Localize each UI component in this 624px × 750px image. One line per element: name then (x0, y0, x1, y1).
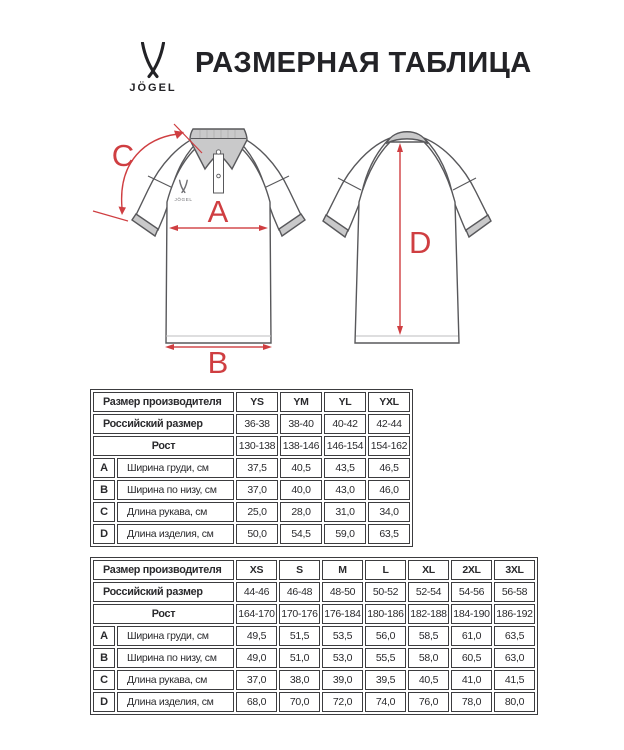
measure-value-cell: 63,0 (494, 648, 535, 668)
measure-value-cell: 37,5 (236, 458, 278, 478)
header-row-label: Российский размер (93, 582, 234, 602)
measurement-row (93, 692, 535, 712)
size-code-cell: YS (236, 392, 278, 412)
measure-value-cell: 34,0 (368, 502, 410, 522)
range-cell: 154-162 (368, 436, 410, 456)
measurement-row (93, 670, 535, 690)
measure-b-label: B (207, 345, 229, 375)
measure-value-cell: 43,5 (324, 458, 366, 478)
header-row-label: Размер производителя (93, 560, 234, 580)
measure-key-cell: A (93, 458, 115, 478)
measure-value-cell: 60,5 (451, 648, 492, 668)
measure-value-cell: 41,5 (494, 670, 535, 690)
header-row-label: Размер производителя (93, 392, 234, 412)
size-table-grid (90, 557, 538, 715)
measure-value-cell: 74,0 (365, 692, 406, 712)
measure-value-cell: 61,0 (451, 626, 492, 646)
measure-value-cell: 50,0 (236, 524, 278, 544)
size-code-cell: S (279, 560, 320, 580)
measure-key-cell: B (93, 648, 115, 668)
measure-value-cell: 39,5 (365, 670, 406, 690)
range-cell: 146-154 (324, 436, 366, 456)
measure-key-cell: B (93, 480, 115, 500)
measure-key-cell: C (93, 670, 115, 690)
range-cell: 184-190 (451, 604, 492, 624)
measure-value-cell: 54,5 (280, 524, 322, 544)
size-code-cell: XL (408, 560, 449, 580)
measurement-row (93, 480, 410, 500)
range-cell: 36-38 (236, 414, 278, 434)
measure-value-cell: 43,0 (324, 480, 366, 500)
measure-value-cell: 56,0 (365, 626, 406, 646)
measure-value-cell: 78,0 (451, 692, 492, 712)
range-cell: 42-44 (368, 414, 410, 434)
measure-value-cell: 53,5 (322, 626, 363, 646)
measure-value-cell: 58,0 (408, 648, 449, 668)
measurement-row (93, 458, 410, 478)
measure-key-cell: D (93, 524, 115, 544)
range-cell: 50-52 (365, 582, 406, 602)
measure-key-cell: C (93, 502, 115, 522)
range-cell: 54-56 (451, 582, 492, 602)
measurement-row (93, 648, 535, 668)
jogel-brand-text: JÖGEL (129, 82, 177, 94)
range-cell: 138-146 (280, 436, 322, 456)
measure-value-cell: 63,5 (368, 524, 410, 544)
measure-label-cell: Длина изделия, см (117, 692, 234, 712)
size-table-grid (90, 389, 413, 547)
size-code-cell: YXL (368, 392, 410, 412)
jogel-bird-icon (137, 42, 169, 80)
range-cell: 182-188 (408, 604, 449, 624)
measure-value-cell: 40,5 (280, 458, 322, 478)
range-cell: 164-170 (236, 604, 277, 624)
measure-value-cell: 46,5 (368, 458, 410, 478)
range-cell: 170-176 (279, 604, 320, 624)
header-row (93, 414, 410, 434)
size-code-cell: M (322, 560, 363, 580)
header-row-label: Рост (93, 436, 234, 456)
measure-c-label: C (111, 138, 135, 173)
header-row (93, 392, 410, 412)
measure-value-cell: 31,0 (324, 502, 366, 522)
measure-value-cell: 51,0 (279, 648, 320, 668)
measure-value-cell: 46,0 (368, 480, 410, 500)
size-code-cell: XS (236, 560, 277, 580)
size-code-cell: 3XL (494, 560, 535, 580)
range-cell: 38-40 (280, 414, 322, 434)
measure-value-cell: 51,5 (279, 626, 320, 646)
measure-d-label: D (409, 225, 432, 260)
size-code-cell: 2XL (451, 560, 492, 580)
range-cell: 130-138 (236, 436, 278, 456)
measure-value-cell: 37,0 (236, 480, 278, 500)
range-cell: 44-46 (236, 582, 277, 602)
measure-key-cell: A (93, 626, 115, 646)
jogel-logo (118, 42, 188, 94)
header-row (93, 582, 535, 602)
header-row (93, 436, 410, 456)
size-code-cell: YL (324, 392, 366, 412)
measurement-row (93, 502, 410, 522)
measure-value-cell: 76,0 (408, 692, 449, 712)
polo-diagram-svg (60, 112, 560, 375)
chest-brand-text: JÖGEL (174, 197, 193, 202)
measure-value-cell: 40,5 (408, 670, 449, 690)
range-cell: 46-48 (279, 582, 320, 602)
measure-label-cell: Длина изделия, см (117, 524, 234, 544)
back-shirt (323, 132, 491, 343)
measure-label-cell: Ширина по низу, см (117, 480, 234, 500)
header-row (93, 560, 535, 580)
measure-value-cell: 41,0 (451, 670, 492, 690)
range-cell: 56-58 (494, 582, 535, 602)
measure-value-cell: 63,5 (494, 626, 535, 646)
measure-value-cell: 80,0 (494, 692, 535, 712)
measure-label-cell: Ширина груди, см (117, 626, 234, 646)
measure-value-cell: 59,0 (324, 524, 366, 544)
adult-size-table (90, 557, 538, 715)
measure-key-cell: D (93, 692, 115, 712)
measure-value-cell: 37,0 (236, 670, 277, 690)
range-cell: 186-192 (494, 604, 535, 624)
measurement-row (93, 626, 535, 646)
measure-value-cell: 53,0 (322, 648, 363, 668)
front-shirt (132, 129, 305, 343)
header-row (93, 604, 535, 624)
measure-value-cell: 38,0 (279, 670, 320, 690)
measure-value-cell: 28,0 (280, 502, 322, 522)
range-cell: 40-42 (324, 414, 366, 434)
measure-b-arrow (165, 344, 272, 375)
size-code-cell: YM (280, 392, 322, 412)
measure-value-cell: 49,5 (236, 626, 277, 646)
range-cell: 48-50 (322, 582, 363, 602)
measure-value-cell: 70,0 (279, 692, 320, 712)
header-row-label: Рост (93, 604, 234, 624)
measurement-row (93, 524, 410, 544)
measure-value-cell: 55,5 (365, 648, 406, 668)
range-cell: 180-186 (365, 604, 406, 624)
header-row-label: Российский размер (93, 414, 234, 434)
youth-size-table (90, 389, 413, 547)
measure-value-cell: 25,0 (236, 502, 278, 522)
measure-label-cell: Ширина груди, см (117, 458, 234, 478)
shirt-measurement-diagram (60, 112, 560, 375)
size-code-cell: L (365, 560, 406, 580)
range-cell: 176-184 (322, 604, 363, 624)
measure-value-cell: 58,5 (408, 626, 449, 646)
measure-value-cell: 72,0 (322, 692, 363, 712)
page-title: РАЗМЕРНАЯ ТАБЛИЦА (195, 47, 532, 79)
measure-value-cell: 39,0 (322, 670, 363, 690)
measure-label-cell: Длина рукава, см (117, 502, 234, 522)
measure-label-cell: Ширина по низу, см (117, 648, 234, 668)
measure-value-cell: 40,0 (280, 480, 322, 500)
range-cell: 52-54 (408, 582, 449, 602)
measure-a-label: A (207, 194, 229, 229)
measure-label-cell: Длина рукава, см (117, 670, 234, 690)
measure-value-cell: 68,0 (236, 692, 277, 712)
measure-value-cell: 49,0 (236, 648, 277, 668)
